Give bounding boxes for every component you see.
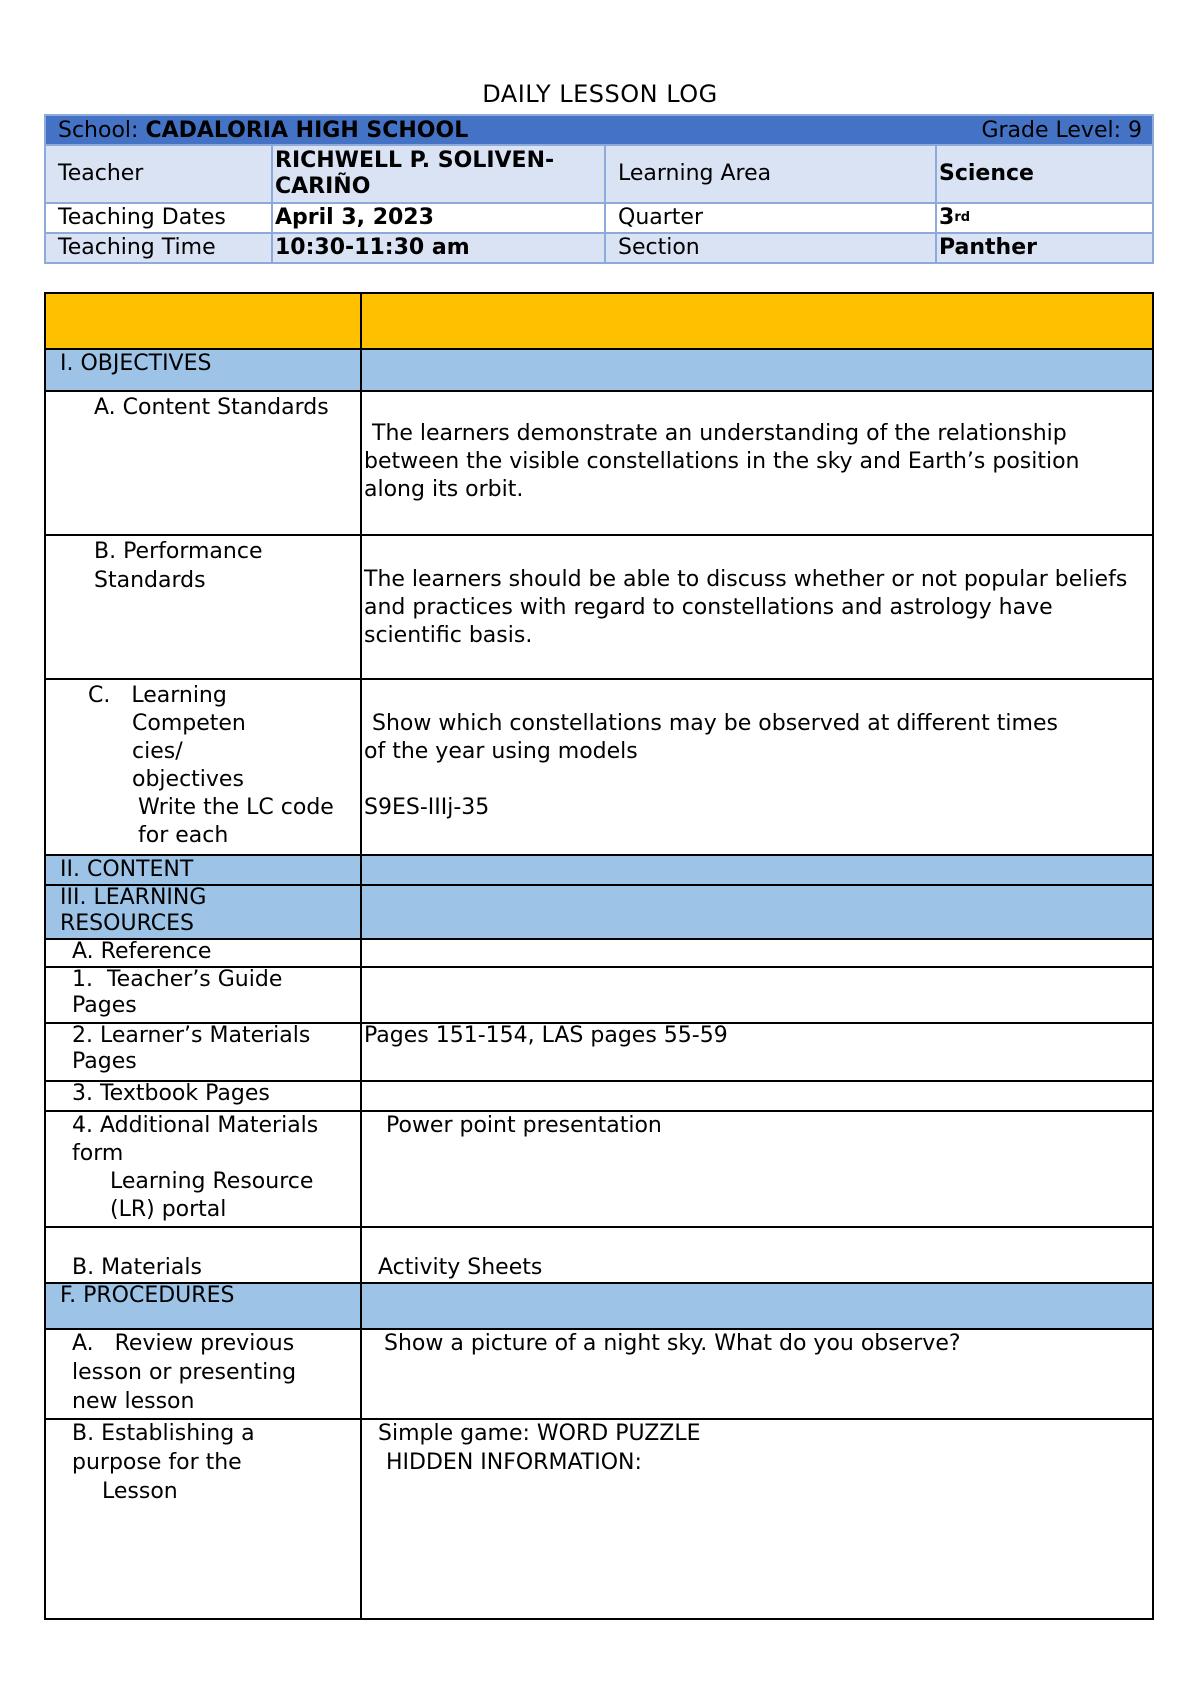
- header-cell-left: [46, 294, 362, 348]
- teacher-name: [271, 146, 606, 204]
- reference-row: [46, 940, 1152, 968]
- textbook-row: [46, 1082, 1152, 1112]
- lesson-table: [44, 292, 1154, 1620]
- review-label-line3: new lesson: [72, 1389, 195, 1414]
- purpose-text-line1: Simple game: WORD PUZZLE: [378, 1421, 701, 1446]
- info-row-teacher: [44, 146, 1154, 204]
- info-row-dates: [44, 204, 1154, 234]
- teacher-label: Teacher: [44, 146, 273, 204]
- textbook-value-cell: [362, 1082, 1152, 1110]
- materials-label: B. Materials: [72, 1255, 202, 1280]
- learners-materials-label-line1: 2. Learner’s Materials: [72, 1023, 311, 1048]
- additional-materials-text: Power point presentation: [386, 1113, 662, 1138]
- content-heading-cell: [46, 856, 362, 884]
- review-row: [46, 1330, 1152, 1420]
- time-value: 10:30-11:30 am: [271, 234, 606, 264]
- info-row-time: [44, 234, 1154, 264]
- textbook-label: 3. Textbook Pages: [72, 1081, 270, 1106]
- resources-heading-line2: RESOURCES: [60, 911, 194, 936]
- school-banner: [44, 114, 1154, 146]
- additional-materials-value-cell: [362, 1112, 1152, 1226]
- teacher-name-line2: CARIÑO: [275, 174, 371, 199]
- review-text: Show a picture of a night sky. What do you observe?: [384, 1331, 961, 1356]
- purpose-row: [46, 1420, 1152, 1618]
- section-label: Section: [604, 234, 937, 264]
- school-label: School:: [58, 118, 139, 143]
- textbook-label-cell: [46, 1082, 362, 1110]
- resources-heading-line1: III. LEARNING: [60, 885, 207, 910]
- page-title: DAILY LESSON LOG: [482, 80, 718, 108]
- teachers-guide-label-cell: [46, 968, 362, 1022]
- review-value-cell: [362, 1330, 1152, 1418]
- performance-standards-row: [46, 536, 1152, 680]
- dates-value: April 3, 2023: [271, 204, 606, 234]
- quarter-label: Quarter: [604, 204, 937, 234]
- competency-label-line2: Competen: [132, 711, 246, 736]
- performance-standards-label-cell: [46, 536, 362, 678]
- reference-value-cell: [362, 940, 1152, 966]
- content-standards-text: The learners demonstrate an understanding of the relationship between the visible constellations in the sky and Earth’s position along its orbit.: [364, 421, 1080, 502]
- learning-resources-heading-value: [362, 886, 1152, 938]
- materials-label-cell: [46, 1228, 362, 1282]
- procedures-heading-row: [46, 1284, 1152, 1330]
- learning-competencies-value-cell: [362, 680, 1152, 854]
- additional-label-line1: 4. Additional Materials: [72, 1113, 319, 1138]
- purpose-label-line1: B. Establishing a: [72, 1421, 255, 1446]
- additional-label-line3: Learning Resource: [110, 1169, 314, 1194]
- reference-label-cell: [46, 940, 362, 966]
- content-standards-label-cell: [46, 392, 362, 534]
- competency-text-line1: Show which constellations may be observed at different times: [372, 711, 1058, 736]
- content-heading-row: [46, 856, 1152, 886]
- materials-value-cell: [362, 1228, 1152, 1282]
- competency-text-line2: of the year using models: [364, 739, 638, 764]
- performance-standards-value-cell: [362, 536, 1152, 678]
- additional-materials-row: [46, 1112, 1152, 1228]
- performance-standards-text: The learners should be able to discuss whether or not popular beliefs and practices with regard to constellations and astrology have scientific basis.: [364, 567, 1128, 648]
- school-name: CADALORIA HIGH SCHOOL: [145, 118, 469, 143]
- competency-label-line3: cies/: [132, 739, 183, 764]
- learning-competencies-row: [46, 680, 1152, 856]
- review-label-line1: A. Review previous: [72, 1331, 295, 1356]
- learning-competencies-label-cell: [46, 680, 362, 854]
- purpose-text-line2: HIDDEN INFORMATION:: [386, 1450, 642, 1475]
- review-label-cell: [46, 1330, 362, 1418]
- materials-text: Activity Sheets: [378, 1255, 543, 1280]
- purpose-label-line2: purpose for the: [72, 1450, 242, 1475]
- procedures-heading-value: [362, 1284, 1152, 1328]
- teachers-guide-row: [46, 968, 1152, 1024]
- learning-resources-heading-row: [46, 886, 1152, 940]
- content-standards-row: [46, 392, 1152, 536]
- performance-label-line1: B. Performance: [94, 539, 263, 564]
- learning-area-label: Learning Area: [604, 146, 937, 204]
- reference-label: A. Reference: [72, 939, 212, 964]
- purpose-value-cell: [362, 1420, 1152, 1618]
- learning-resources-heading-cell: [46, 886, 362, 938]
- additional-label-line4: (LR) portal: [110, 1197, 227, 1222]
- materials-row: [46, 1228, 1152, 1284]
- school-field: [58, 118, 468, 143]
- performance-label-line2: Standards: [94, 568, 206, 593]
- teacher-name-line1: RICHWELL P. SOLIVEN-: [275, 148, 555, 173]
- content-heading-value: [362, 856, 1152, 884]
- learners-materials-value-cell: [362, 1024, 1152, 1080]
- purpose-label-cell: [46, 1420, 362, 1618]
- grade-level: Grade Level: 9: [981, 118, 1142, 143]
- objectives-heading: I. OBJECTIVES: [60, 351, 212, 376]
- teachers-guide-value-cell: [362, 968, 1152, 1022]
- teachers-guide-label-line1: 1. Teacher’s Guide: [72, 967, 283, 992]
- learners-materials-label-line2: Pages: [72, 1049, 137, 1074]
- competency-label-line4: objectives: [132, 767, 244, 792]
- time-label: Teaching Time: [44, 234, 273, 264]
- purpose-label-line3: Lesson: [102, 1479, 178, 1504]
- learners-materials-row: [46, 1024, 1152, 1082]
- learning-area-value: Science: [935, 146, 1154, 204]
- objectives-heading-cell: [46, 350, 362, 390]
- lc-code: S9ES-IIIj-35: [364, 795, 490, 820]
- objectives-heading-value: [362, 350, 1152, 390]
- review-label-line2: lesson or presenting: [72, 1360, 297, 1385]
- content-standards-label: A. Content Standards: [94, 395, 329, 420]
- header-cell-right: [362, 294, 1152, 348]
- procedures-heading: F. PROCEDURES: [60, 1283, 235, 1308]
- additional-label-line2: form: [72, 1141, 124, 1166]
- objectives-heading-row: [46, 350, 1152, 392]
- teachers-guide-label-line2: Pages: [72, 993, 137, 1018]
- procedures-heading-cell: [46, 1284, 362, 1328]
- additional-materials-label-cell: [46, 1112, 362, 1226]
- quarter-value: 3 rd: [935, 204, 1154, 234]
- competency-label-line5: Write the LC code: [138, 795, 334, 820]
- competency-label-line1: C. Learning: [88, 683, 227, 708]
- dates-label: Teaching Dates: [44, 204, 273, 234]
- quarter-number: 3: [939, 205, 955, 230]
- learners-materials-text: Pages 151-154, LAS pages 55-59: [364, 1023, 728, 1048]
- competency-label-line6: for each: [138, 823, 229, 848]
- section-value: Panther: [935, 234, 1154, 264]
- learners-materials-label-cell: [46, 1024, 362, 1080]
- table-header-row: [46, 294, 1152, 350]
- content-heading: II. CONTENT: [60, 857, 194, 882]
- content-standards-value-cell: [362, 392, 1152, 534]
